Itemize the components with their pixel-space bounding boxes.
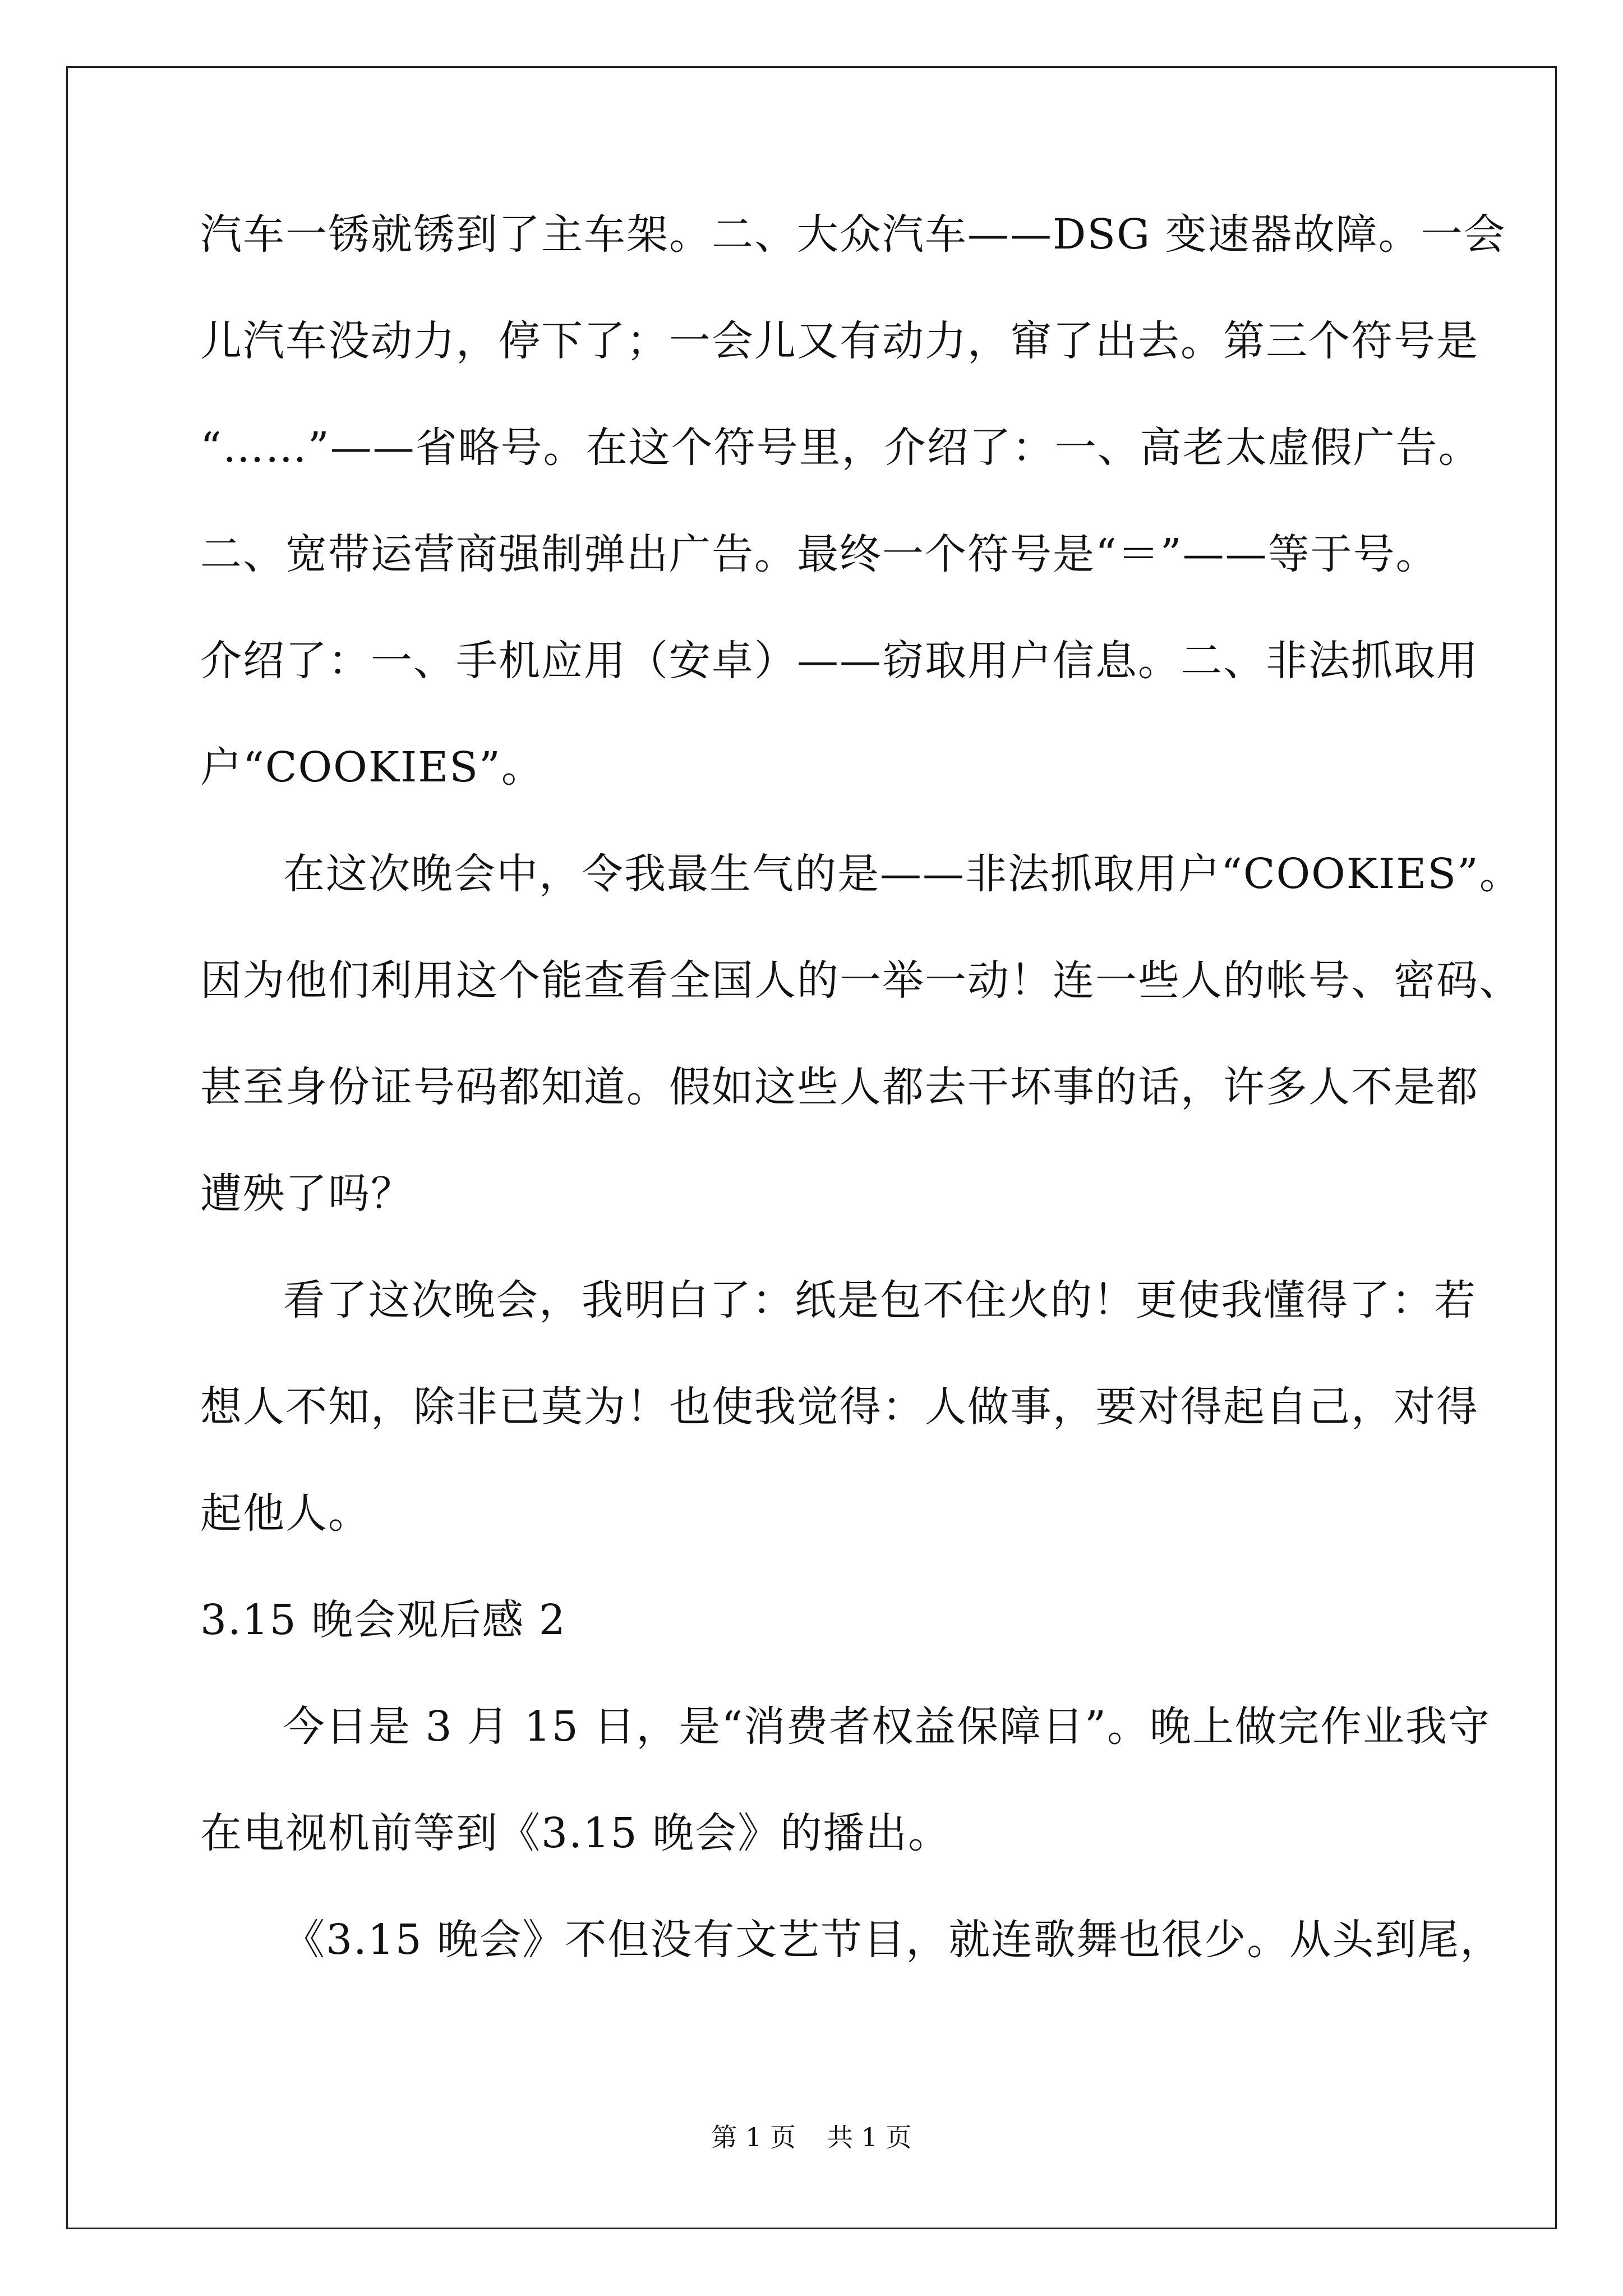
text-line: 儿汽车没动力，停下了；一会儿又有动力，窜了出去。第三个符号是	[200, 317, 1479, 365]
text-line: 今日是 3 月 15 日，是“消费者权益保障日”。晚上做完作业我守	[283, 1703, 1491, 1751]
page-frame	[66, 66, 1557, 2229]
text-line: 看了这次晚会，我明白了：纸是包不住火的！更使我懂得了：若	[283, 1276, 1477, 1324]
text-line: 起他人。	[200, 1489, 371, 1538]
text-line: 甚至身份证号码都知道。假如这些人都去干坏事的话，许多人不是都	[200, 1063, 1479, 1111]
text-line: 《3.15 晚会》不但没有文艺节目，就连歌舞也很少。从头到尾，	[283, 1916, 1503, 1964]
text-line: “……”——省略号。在这个符号里，介绍了：一、高老太虚假广告。	[200, 424, 1481, 472]
text-line: 遭殃了吗？	[200, 1170, 413, 1218]
page-total: 共 1 页	[827, 2122, 912, 2152]
text-line: 在电视机前等到《3.15 晚会》的播出。	[200, 1809, 951, 1857]
section-heading: 3.15 晚会观后感 2	[200, 1596, 566, 1644]
text-line: 因为他们利用这个能查看全国人的一举一动！连一些人的帐号、密码、	[200, 956, 1521, 1005]
text-line: 汽车一锈就锈到了主车架。二、大众汽车——DSG 变速器故障。一会	[200, 210, 1506, 259]
text-line: 介绍了：一、手机应用（安卓）——窃取用户信息。二、非法抓取用	[200, 637, 1479, 685]
text-line: 户“COOKIES”。	[200, 743, 544, 792]
text-line: 想人不知，除非已莫为！也使我觉得：人做事，要对得起自己，对得	[200, 1383, 1479, 1431]
page-number: 第 1 页	[711, 2122, 796, 2152]
text-line: 在这次晚会中，令我最生气的是——非法抓取用户“COOKIES”。	[283, 850, 1522, 898]
page-footer	[0, 2120, 1623, 2154]
text-line: 二、宽带运营商强制弹出广告。最终一个符号是“＝”——等于号。	[200, 530, 1438, 578]
